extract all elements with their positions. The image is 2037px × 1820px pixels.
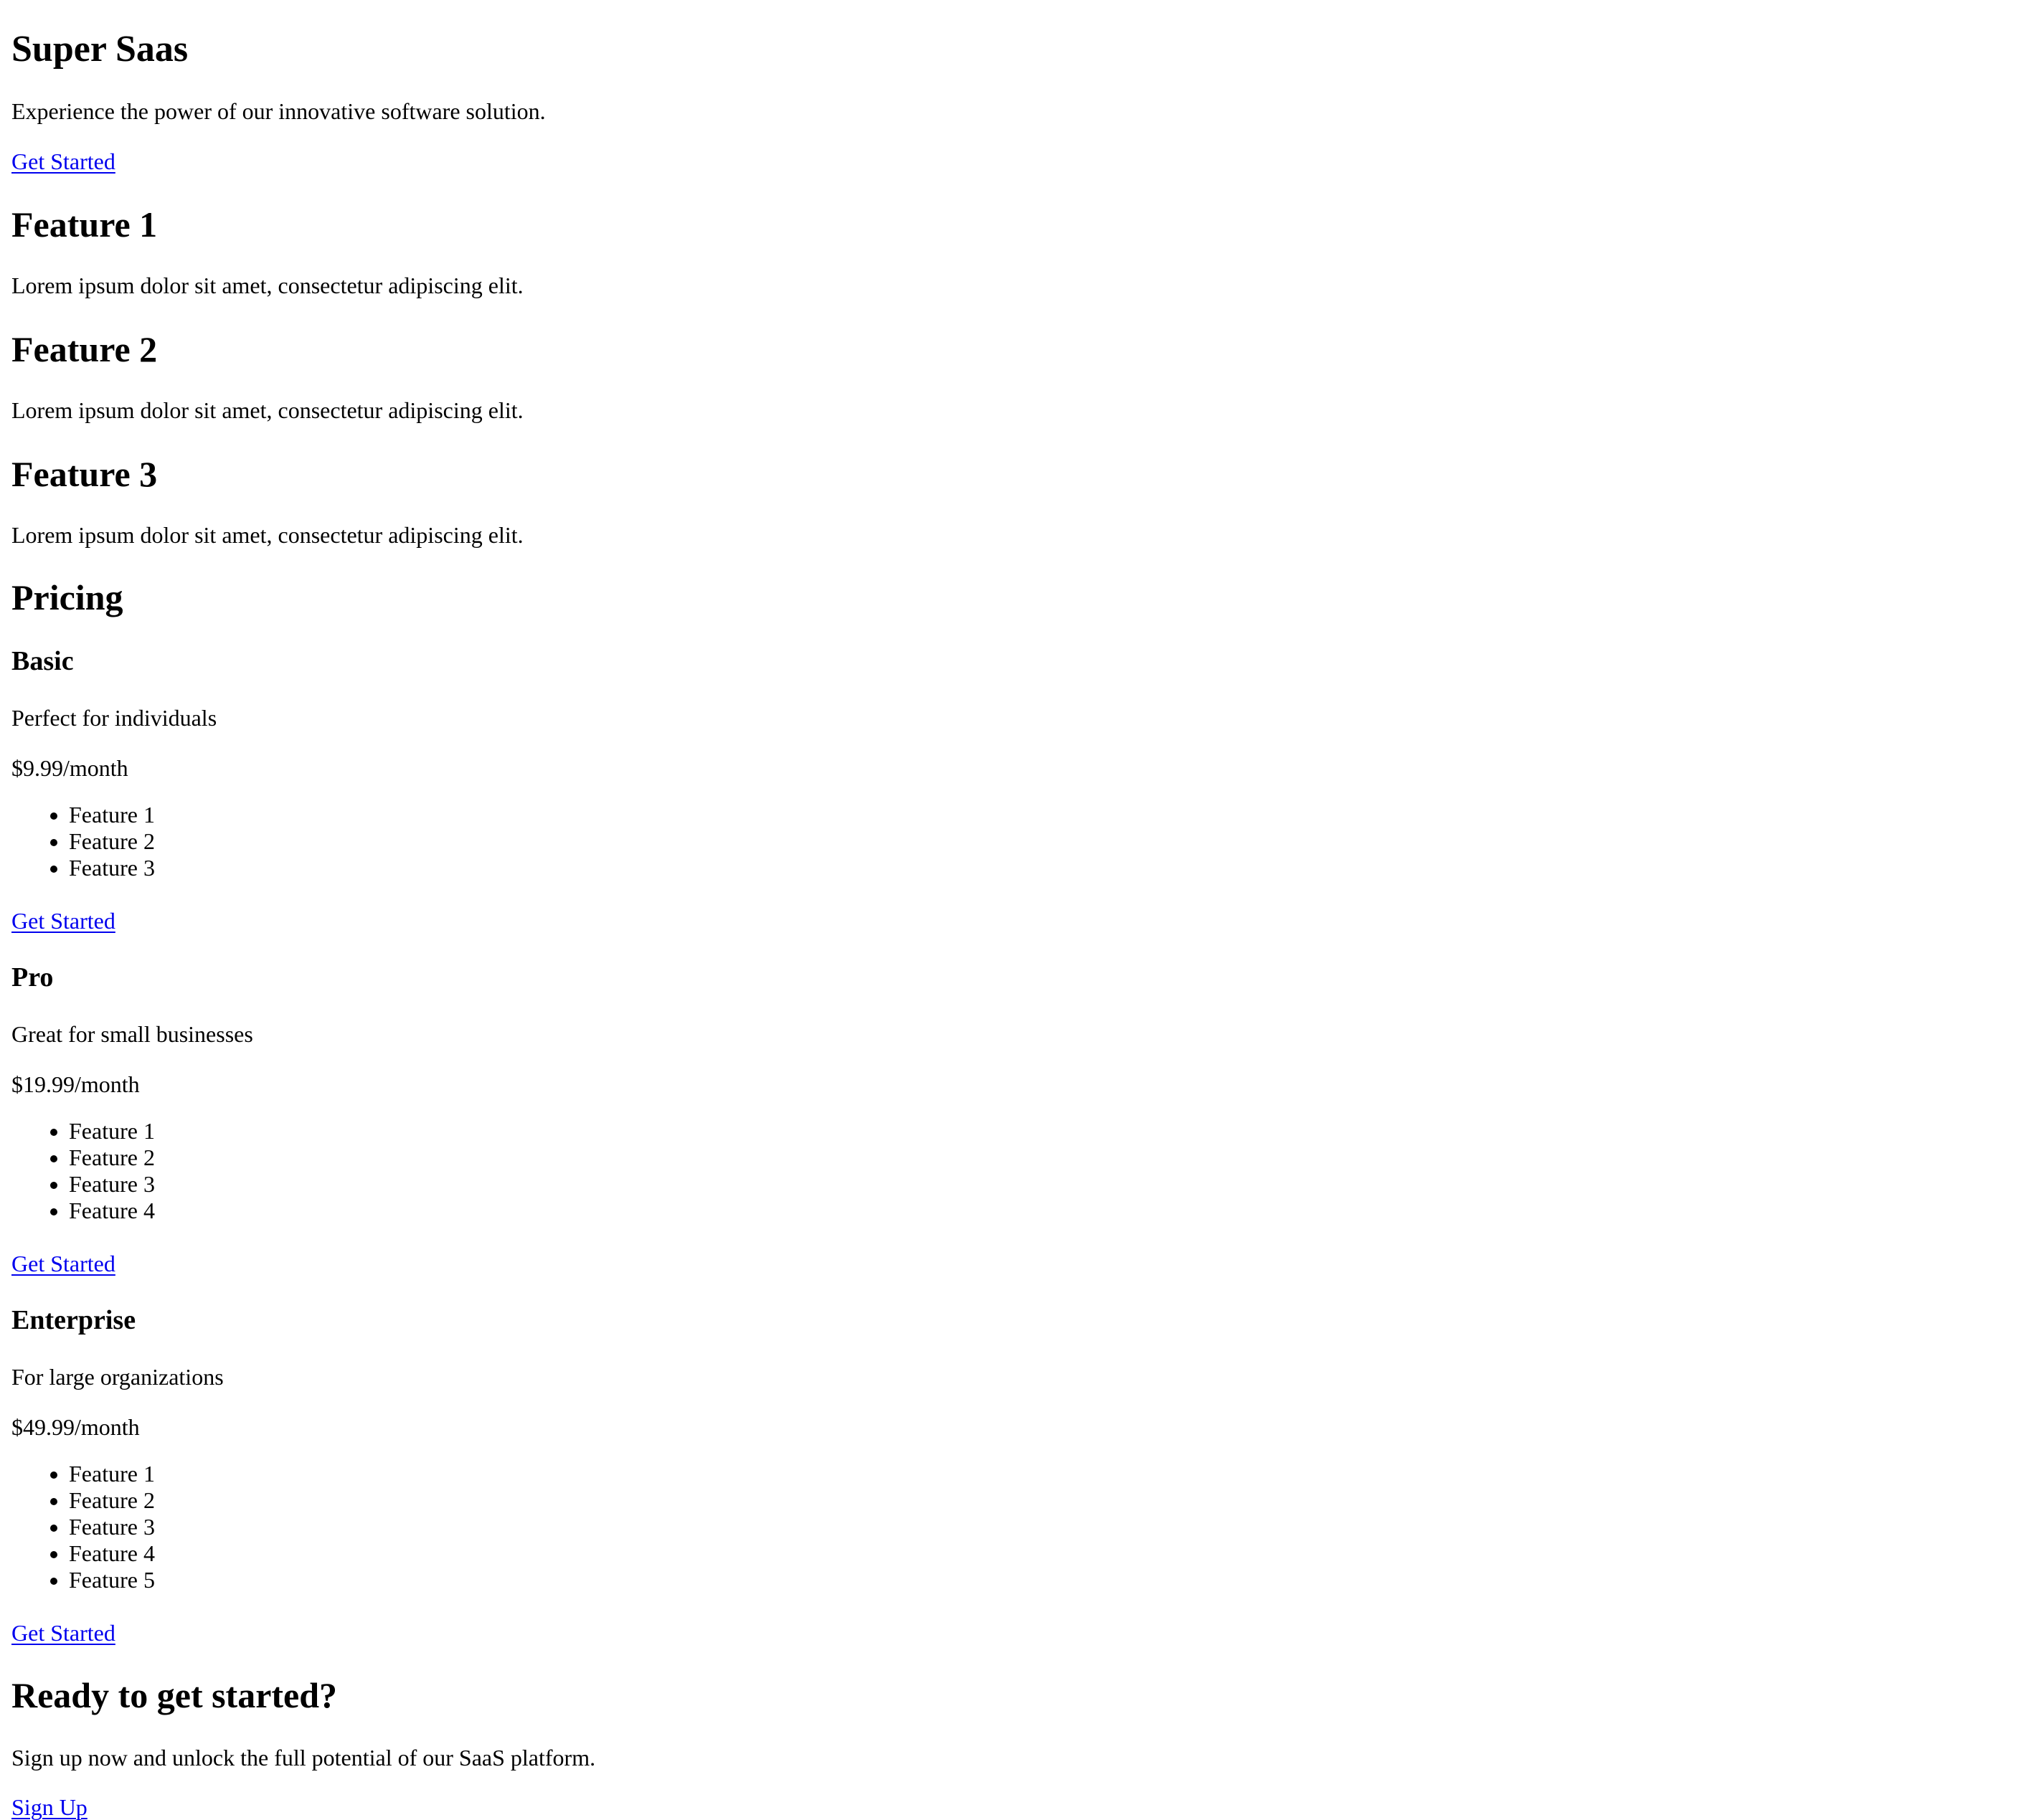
list-item: • Feature 3 xyxy=(69,1171,155,1198)
plan-basic-get-started-link[interactable]: Get Started xyxy=(11,908,115,934)
sign-up-link[interactable]: Sign Up xyxy=(11,1794,88,1820)
plan-enterprise-name: Enterprise xyxy=(11,1305,136,1335)
plan-enterprise-feature-list xyxy=(11,1461,155,1593)
plan-pro-feature-list xyxy=(11,1118,155,1224)
feature-2-title: Feature 2 xyxy=(11,329,158,369)
pricing-title: Pricing xyxy=(11,577,123,617)
feature-2-description: Lorem ipsum dolor sit amet, consectetur adipiscing elit. xyxy=(11,397,524,423)
list-item: • Feature 1 xyxy=(69,802,155,828)
plan-basic-name: Basic xyxy=(11,646,74,676)
list-item: • Feature 1 xyxy=(69,1461,155,1487)
plan-enterprise-tagline: For large organizations xyxy=(11,1364,224,1390)
plan-basic-feature-list xyxy=(11,802,155,881)
signup-title: Ready to get started? xyxy=(11,1675,338,1715)
plan-pro-get-started-link[interactable]: Get Started xyxy=(11,1251,115,1276)
list-item: • Feature 2 xyxy=(69,828,155,855)
hero-get-started-link[interactable]: Get Started xyxy=(11,148,115,174)
list-item: • Feature 4 xyxy=(69,1540,155,1567)
list-item: • Feature 1 xyxy=(69,1118,155,1144)
list-item: • Feature 3 xyxy=(69,1514,155,1540)
plan-pro-tagline: Great for small businesses xyxy=(11,1021,253,1047)
feature-3-title: Feature 3 xyxy=(11,454,158,494)
list-item: • Feature 2 xyxy=(69,1487,155,1514)
feature-1-title: Feature 1 xyxy=(11,204,158,245)
list-item: • Feature 2 xyxy=(69,1144,155,1171)
plan-basic-tagline: Perfect for individuals xyxy=(11,705,217,731)
signup-subtitle: Sign up now and unlock the full potential of our SaaS platform. xyxy=(11,1745,596,1771)
plan-enterprise-get-started-link[interactable]: Get Started xyxy=(11,1620,115,1646)
list-item: • Feature 5 xyxy=(69,1567,155,1593)
plan-pro-price: $19.99/month xyxy=(11,1071,140,1097)
plan-basic-price: $9.99/month xyxy=(11,755,128,781)
plan-enterprise-price: $49.99/month xyxy=(11,1414,140,1440)
list-item: • Feature 3 xyxy=(69,855,155,881)
hero-subtitle: Experience the power of our innovative software solution. xyxy=(11,98,546,124)
feature-3-description: Lorem ipsum dolor sit amet, consectetur adipiscing elit. xyxy=(11,522,524,548)
plan-pro-name: Pro xyxy=(11,962,54,992)
feature-1-description: Lorem ipsum dolor sit amet, consectetur adipiscing elit. xyxy=(11,272,524,298)
hero-title: Super Saas xyxy=(11,29,189,70)
list-item: • Feature 4 xyxy=(69,1198,155,1224)
